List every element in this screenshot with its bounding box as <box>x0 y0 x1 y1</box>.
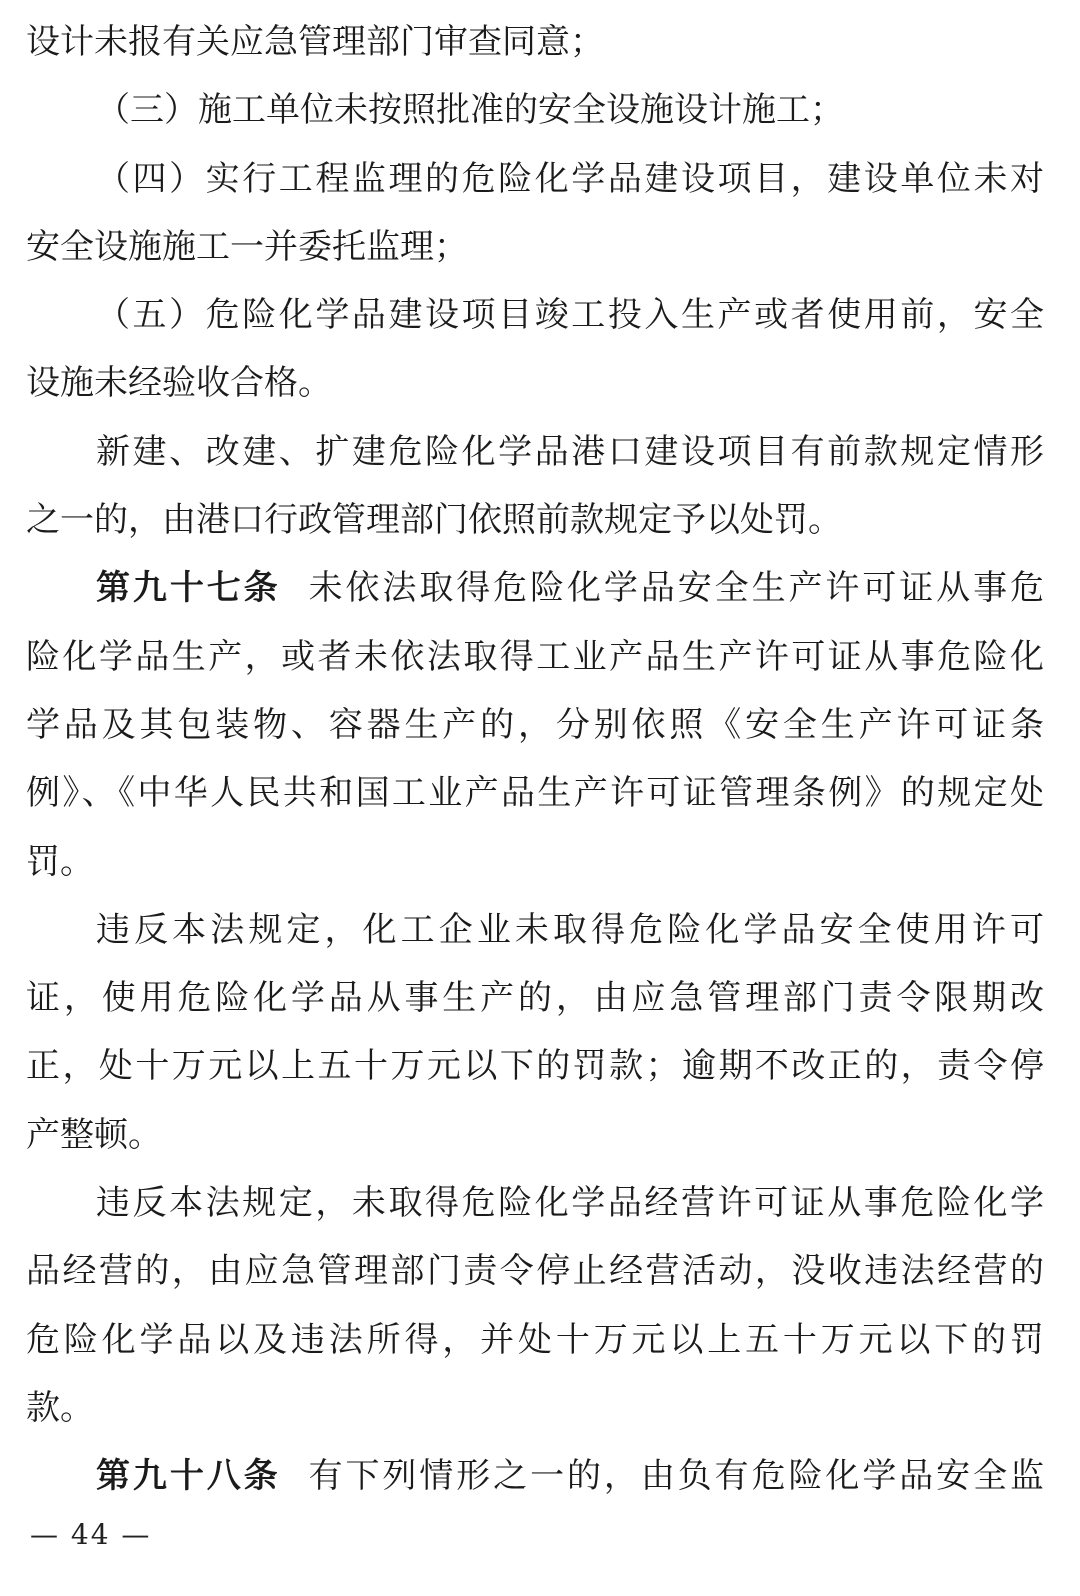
article-97-first-line <box>26 554 1044 622</box>
text-line: 设施未经验收合格。 <box>26 363 332 404</box>
text-line: （三）施工单位未按照批准的安全设施设计施工； <box>96 90 844 131</box>
article-97-heading: 第九十七条 <box>96 568 281 609</box>
text-line: 危险化学品以及违法所得，并处十万元以上五十万元以下的罚 <box>26 1319 1044 1360</box>
text-line: 品经营的，由应急管理部门责令停止经营活动，没收违法经营的 <box>26 1251 1044 1292</box>
text-line: （五）危险化学品建设项目竣工投入生产或者使用前，安全 <box>96 295 1044 336</box>
text-line: 新建、改建、扩建危险化学品港口建设项目有前款规定情形 <box>96 431 1044 472</box>
article-98-first-line <box>26 1442 1044 1510</box>
text-line: 证，使用危险化学品从事生产的，由应急管理部门责令限期改 <box>26 978 1044 1019</box>
article-98-text: 有下列情形之一的，由负有危险化学品安全监 <box>308 1456 1044 1497</box>
text-line: 之一的，由港口行政管理部门依照前款规定予以处罚。 <box>26 500 842 541</box>
text-line: 罚。 <box>26 841 94 882</box>
text-line: 正，处十万元以上五十万元以下的罚款；逾期不改正的，责令停 <box>26 1046 1044 1087</box>
text-line: 产整顿。 <box>26 1114 162 1155</box>
document-body <box>26 8 1044 1511</box>
article-97-text: 未依法取得危险化学品安全生产许可证从事危 <box>308 568 1044 609</box>
text-line: 安全设施施工一并委托监理； <box>26 226 468 267</box>
article-98-heading: 第九十八条 <box>96 1456 281 1497</box>
text-line: 设计未报有关应急管理部门审查同意； <box>26 22 604 62</box>
page-number: — 44 — <box>30 1518 152 1551</box>
text-line: 例》、《中华人民共和国工业产品生产许可证管理条例》的规定处 <box>26 773 1044 814</box>
text-line: 违反本法规定，化工企业未取得危险化学品安全使用许可 <box>96 909 1044 950</box>
text-line: 险化学品生产，或者未依法取得工业产品生产许可证从事危险化 <box>26 636 1044 677</box>
text-line: 学品及其包装物、容器生产的，分别依照《安全生产许可证条 <box>26 704 1044 745</box>
text-line: 违反本法规定，未取得危险化学品经营许可证从事危险化学 <box>96 1183 1044 1224</box>
text-line: （四）实行工程监理的危险化学品建设项目，建设单位未对 <box>96 158 1044 199</box>
text-line: 款。 <box>26 1387 94 1428</box>
